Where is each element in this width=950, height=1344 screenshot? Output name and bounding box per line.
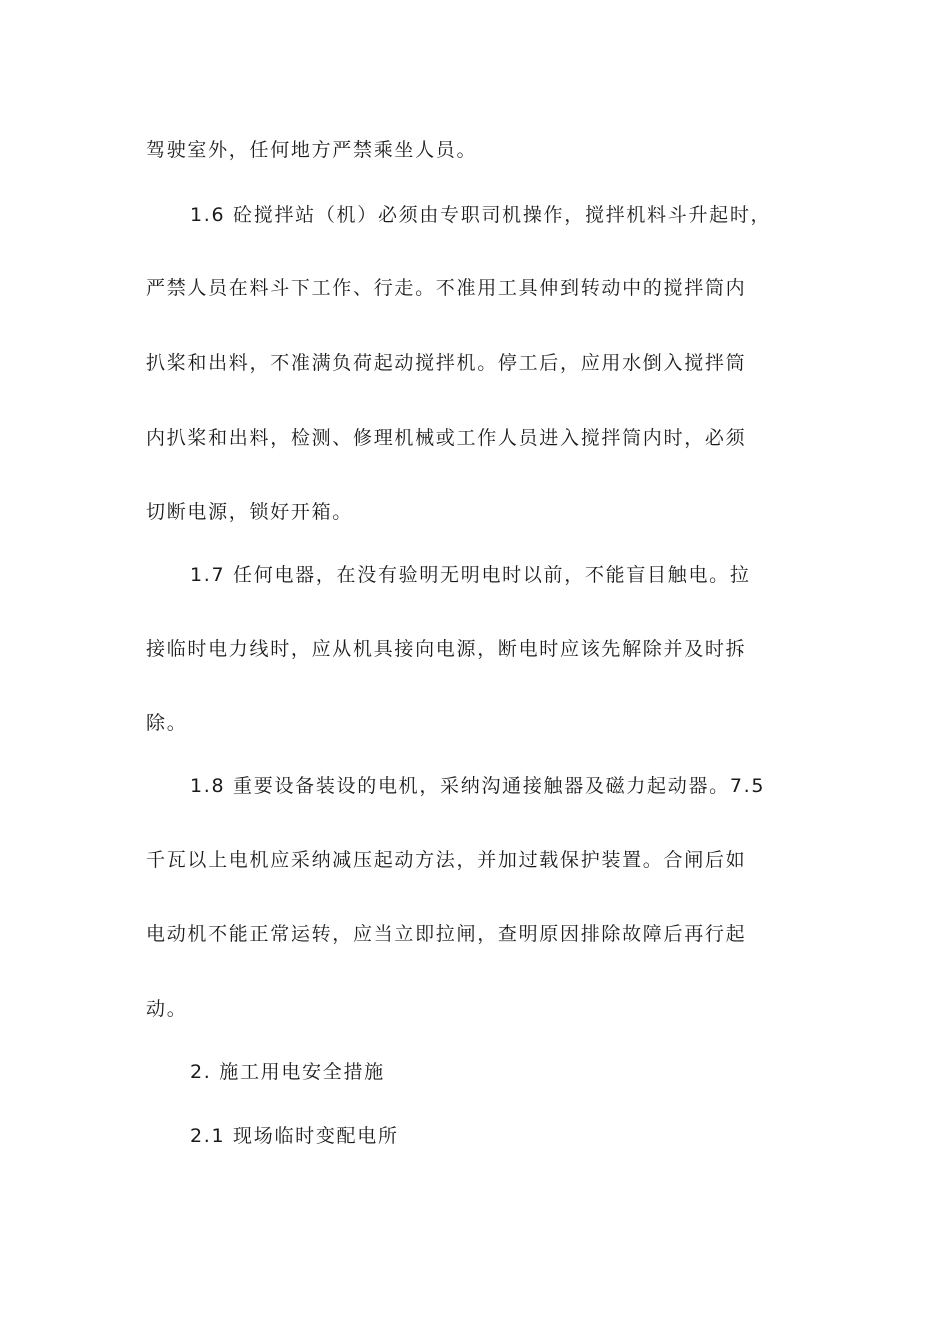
text-line-10: 1.8 重要设备装设的电机，采纳沟通接触器及磁力起动器。7.5 xyxy=(190,775,766,797)
text-line-12: 电动机不能正常运转，应当立即拉闸，查明原因排除故障后再行起 xyxy=(146,923,747,945)
text-line-11: 千瓦以上电机应采纳减压起动方法，并加过载保护装置。合闸后如 xyxy=(146,849,747,871)
text-line-3: 严禁人员在料斗下工作、行走。不准用工具伸到转动中的搅拌筒内 xyxy=(146,277,747,299)
text-line-1: 驾驶室外，任何地方严禁乘坐人员。 xyxy=(146,139,478,161)
subsection-heading: 2.1 现场临时变配电所 xyxy=(190,1125,399,1147)
section-heading: 2. 施工用电安全措施 xyxy=(190,1061,385,1083)
text-line-7: 1.7 任何电器，在没有验明无明电时以前，不能盲目触电。拉 xyxy=(190,564,751,586)
text-line-8: 接临时电力线时，应从机具接向电源，断电时应该先解除并及时拆 xyxy=(146,638,747,660)
text-line-4: 扒桨和出料，不准满负荷起动搅拌机。停工后，应用水倒入搅拌筒 xyxy=(146,352,747,374)
text-line-5: 内扒桨和出料，检测、修理机械或工作人员进入搅拌筒内时，必须 xyxy=(146,427,747,449)
text-line-13: 动。 xyxy=(146,998,188,1020)
text-line-9: 除。 xyxy=(146,712,188,734)
text-line-6: 切断电源，锁好开箱。 xyxy=(146,501,354,523)
text-line-2: 1.6 砼搅拌站（机）必须由专职司机操作，搅拌机料斗升起时， xyxy=(190,204,772,226)
